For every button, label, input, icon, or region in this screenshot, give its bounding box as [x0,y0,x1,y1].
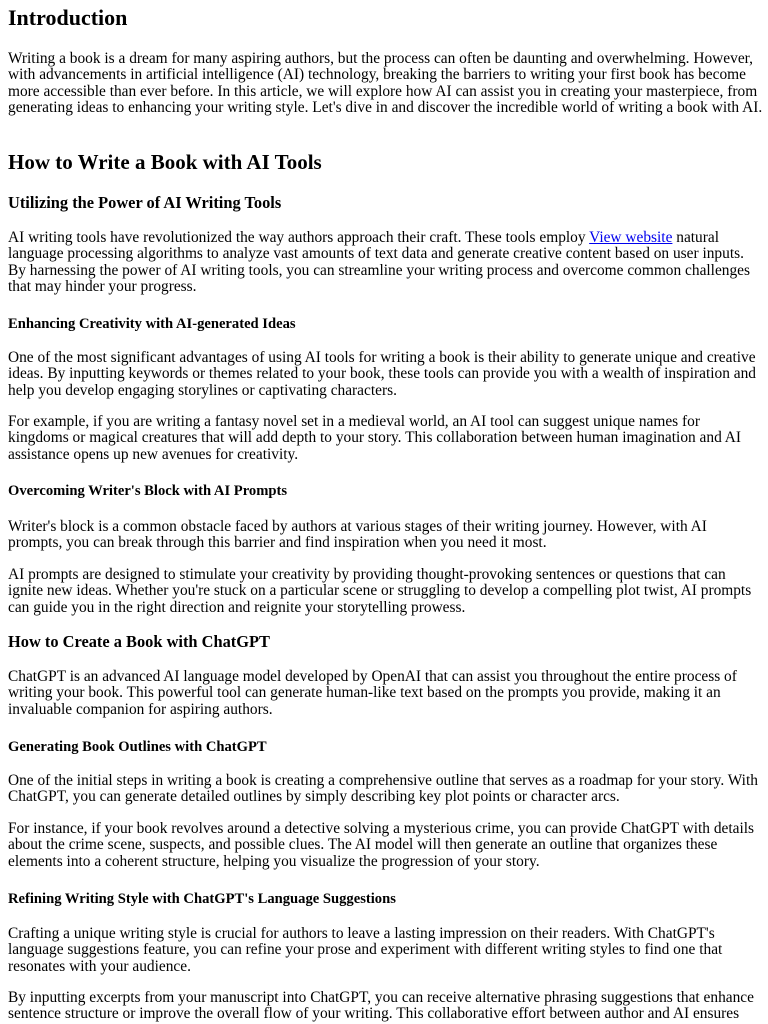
outlines-paragraph-1: One of the initial steps in writing a book is creating a comprehensive outline that serves as a roadmap for your story. With ChatGPT, you can generate detailed outlines by simply describing key plot points or character arcs. [8,772,758,806]
chatgpt-intro-paragraph: ChatGPT is an advanced AI language model developed by OpenAI that can assist you throughout the entire process of writing your book. This powerful tool can generate human-like text based on the prompts you provide, making it an invaluable companion for aspiring authors. [8,668,737,718]
subheading-ai-generated-ideas: Enhancing Creativity with AI-generated Ideas [8,316,296,332]
subheading-ai-writing-tools: Utilizing the Power of AI Writing Tools [8,193,282,212]
writing-style-paragraph-1: Crafting a unique writing style is crucial for authors to leave a lasting impression on their readers. With ChatGPT's language suggestions feature, you can refine your prose and experiment with different writing styles to find one that resonates with your audience. [8,925,723,975]
writers-block-paragraph-2: AI prompts are designed to stimulate your creativity by providing thought-provoking sentences or questions that can ignite new ideas. Whether you're stuck on a particular scene or struggling to develop a compelling plot twist, AI prompts can guide you in the right direction and reignite your storytelling prowess. [8,566,752,616]
writers-block-paragraph-1: Writer's block is a common obstacle faced by authors at various stages of their writing journey. However, with AI prompts, you can break through this barrier and find inspiration when you need it most. [8,518,707,552]
paragraph-text-after-link: natural language processing algorithms to analyze vast amounts of text data and generate creative content based on user inputs. By harnessing the power of AI writing tools, you can streamline your writing process and overcome common challenges that may hinder your progress. [8,229,750,296]
ai-ideas-paragraph-2: For example, if you are writing a fantasy novel set in a medieval world, an AI tool can suggest unique names for kingdoms or magical creatures that will add depth to your story. This collaboration between human imagination and AI assistance opens up new avenues for creativity. [8,413,742,463]
ai-ideas-paragraph-1: One of the most significant advantages of using AI tools for writing a book is their ability to generate unique and creative ideas. By inputting keywords or themes related to your book, these tools can provide you with a wealth of inspiration and help you develop engaging storylines or captivating characters. [8,349,757,399]
intro-heading: Introduction [8,5,128,30]
subheading-book-outlines: Generating Book Outlines with ChatGPT [8,739,267,755]
outlines-paragraph-2: For instance, if your book revolves around a detective solving a mysterious crime, you can provide ChatGPT with details about the crime scene, suspects, and possible clues. The AI model will then generate an outline that organizes these elements into a coherent structure, helping you visualize the progression of your story. [8,820,754,870]
writing-style-paragraph-2: By inputting excerpts from your manuscript into ChatGPT, you can receive alternative phrasing suggestions that enhance sentence structure or improve the overall flow of your writing. This collaborative effort between author and AI ensures [8,989,754,1023]
subheading-writers-block: Overcoming Writer's Block with AI Prompts [8,483,288,499]
view-website-link[interactable]: View website [589,229,673,246]
paragraph-text-before-link: AI writing tools have revolutionized the way authors approach their craft. These tools employ [8,229,590,246]
subheading-chatgpt: How to Create a Book with ChatGPT [8,632,270,651]
section-heading-ai-tools: How to Write a Book with AI Tools [8,150,322,174]
subheading-writing-style: Refining Writing Style with ChatGPT's Language Suggestions [8,891,396,907]
ai-writing-tools-paragraph [8,230,763,296]
intro-paragraph: Writing a book is a dream for many aspiring authors, but the process can often be daunting and overwhelming. However, with advancements in artificial intelligence (AI) technology, breaking the barriers to writing your first book has become more accessible than ever before. In this article, we will explore how AI can assist you in creating your masterpiece, from generating ideas to enhancing your writing style. Let's dive in and discover the incredible world of writing a book with AI. [8,50,763,117]
